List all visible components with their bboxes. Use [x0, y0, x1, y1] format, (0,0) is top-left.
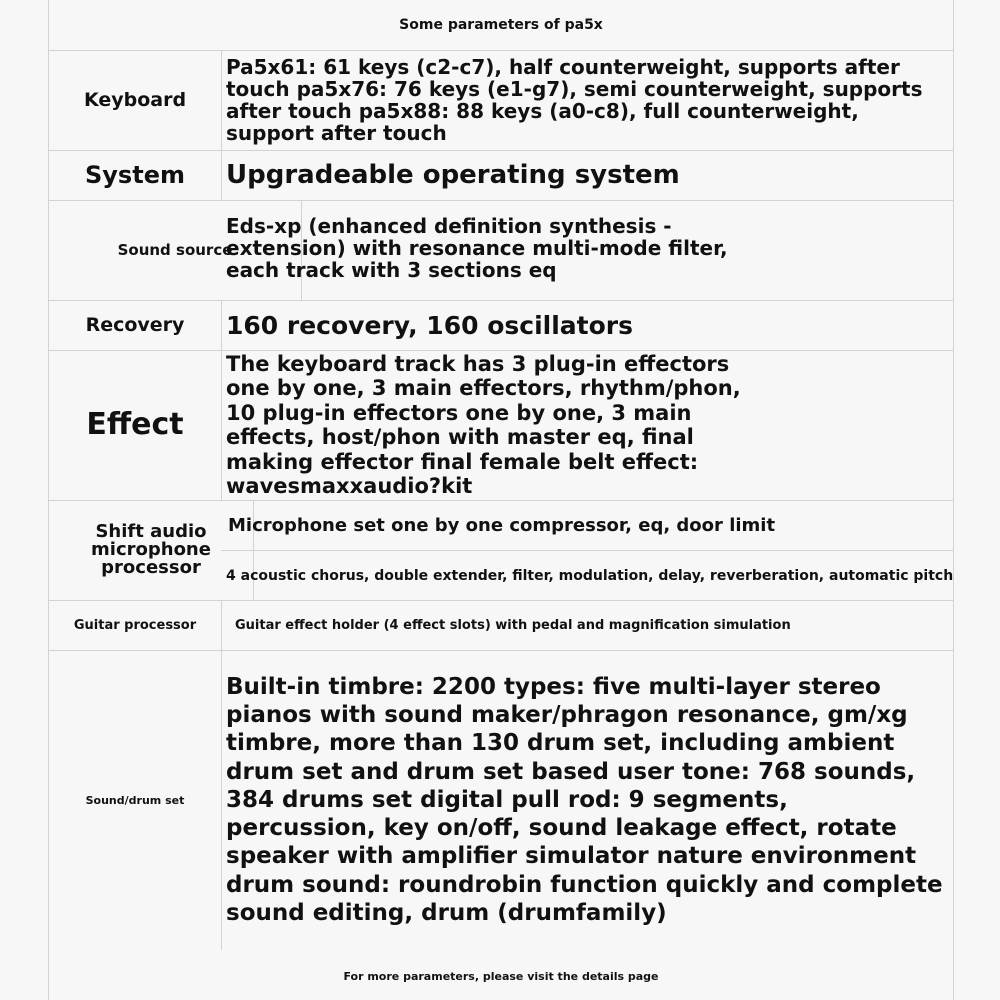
- row-value-microphone-2: 4 acoustic chorus, double extender, filter, modulation, delay, reverberation, automatic pitch: [226, 567, 954, 584]
- table-title: Some parameters of pa5x: [49, 0, 953, 51]
- row-value-recovery: 160 recovery, 160 oscillators: [226, 310, 633, 340]
- table-row-system: [49, 150, 953, 201]
- table-row-sound-source: [49, 200, 953, 301]
- table-row-effect: [49, 350, 953, 501]
- row-label-sound-source: Sound source: [49, 200, 302, 300]
- row-value-keyboard: Pa5x61: 61 keys (c2-c7), half counterweight, supports after touch pa5x76: 76 keys (e1-g7), semi counterweight, supports after touch pa5x88: 88 keys (a0-c8), full counterweight, support after touch: [226, 55, 923, 145]
- row-value-microphone-1: Microphone set one by one compressor, eq, door limit: [228, 514, 776, 536]
- row-value-sound-source: Eds-xp (enhanced definition synthesis - extension) with resonance multi-mode filter, each track with 3 sections eq: [226, 214, 728, 282]
- microphone-subrow-1: [221, 500, 953, 551]
- row-value-effect: The keyboard track has 3 plug-in effectors one by one, 3 main effectors, rhythm/phon, 10 plug-in effectors one by one, 3 main effects, host/phon with master eq, final making effector final female belt effect: wavesmaxxaudio?kit: [226, 351, 741, 498]
- row-value-guitar-processor: Guitar effect holder (4 effect slots) with pedal and magnification simulation: [235, 617, 791, 633]
- row-label-system: System: [49, 150, 222, 200]
- footer-note: For more parameters, please visit the details page: [343, 969, 659, 983]
- row-label-microphone-processor: Shift audio microphone processor: [49, 500, 254, 600]
- row-label-effect: Effect: [49, 350, 222, 500]
- table-row-recovery: [49, 300, 953, 351]
- table-row-guitar-processor: [49, 600, 953, 651]
- microphone-subrow-2: [221, 551, 953, 600]
- table-row-keyboard: [49, 50, 953, 151]
- row-value-sound-drum-set: Built-in timbre: 2200 types: five multi-layer stereo pianos with sound maker/phragon resonance, gm/xg timbre, more than 130 drum set, including ambient drum set and drum set based user tone: 768 sounds, 384 drums set digital pull rod: 9 segments, percussion, key on/off, sound leakage effect, rotate speaker with amplifier simulator nature environment drum sound: roundrobin function quickly and complete sound editing, drum (drumfamily): [226, 673, 943, 927]
- row-label-recovery: Recovery: [49, 300, 222, 350]
- table-row-sound-drum-set: [49, 650, 953, 950]
- row-label-guitar-processor: Guitar processor: [49, 600, 222, 650]
- parameter-table: [48, 0, 954, 1000]
- table-row-microphone-processor: [49, 500, 953, 601]
- row-label-sound-drum-set: Sound/drum set: [49, 650, 222, 950]
- row-value-system: Upgradeable operating system: [226, 160, 680, 190]
- row-label-keyboard: Keyboard: [49, 50, 222, 150]
